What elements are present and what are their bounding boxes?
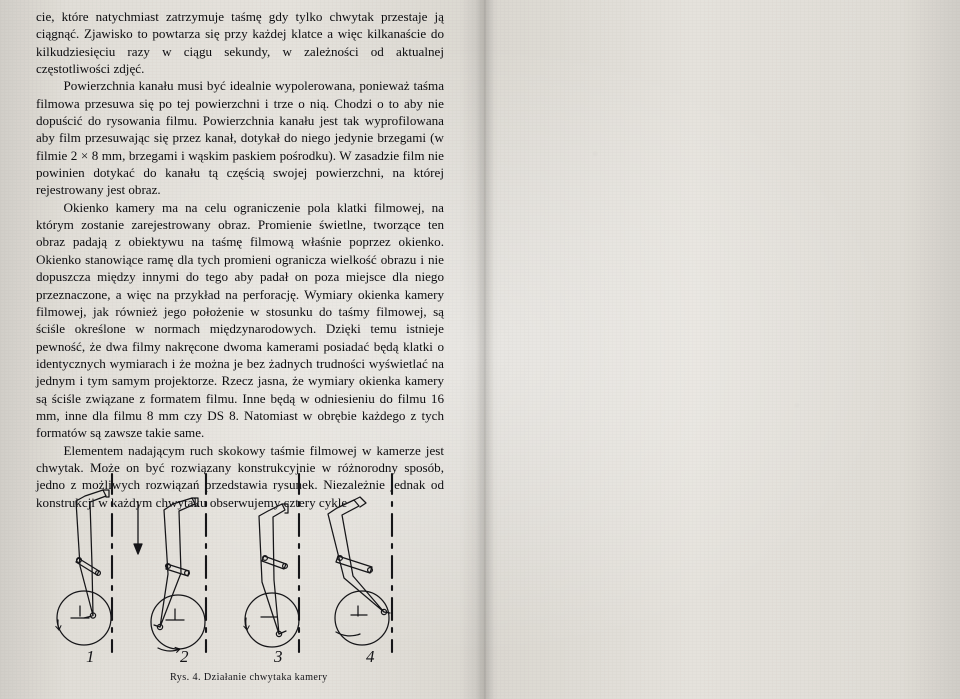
figure-4-panel-4 bbox=[328, 497, 390, 645]
left-page-text-column bbox=[36, 8, 444, 511]
paragraph: cie, które natychmiast zatrzymuje taśmę gdy tylko chwytak przestaje ją ciągnąć. Zjawisko to powtarza się przy każdej klatce a więc kilkanaście do kilkudziesięciu razy w ciągu sekundy, w zależności od aktualnej częstotliwości zdjęć. bbox=[36, 9, 444, 77]
figure-4-panel-3 bbox=[244, 504, 299, 647]
panel-label-1: 1 bbox=[86, 647, 95, 665]
panel-label-2: 2 bbox=[180, 647, 189, 665]
direction-arrow bbox=[134, 502, 142, 554]
panel-label-4: 4 bbox=[366, 647, 375, 665]
paragraph: Powierzchnia kanału musi być idealnie wypolerowana, ponieważ taśma filmowa przesuwa się po tej powierzchni i trze o nią. Chodzi o to aby nie dopuścić do rysowania filmu. Powierzchnia kanału jest tak wyprofilowana aby film przesuwając się przez kanał, dotykał do niego jedynie brzegami (w filmie 2 × 8 mm, brzegami i wąskim paskiem pośrodku). W zasadzie film nie powinien dotykać do kanału tą częścią swojej powierzchni, na której rejestrowany jest obraz. bbox=[36, 78, 444, 198]
figure-4-drawing bbox=[40, 470, 440, 665]
figure-4-claw-mechanism bbox=[40, 470, 440, 665]
paragraph: Elementem nadającym ruch skokowy taśmie filmowej w kamerze jest chwytak. Może on być rozwiązany konstrukcyjnie w różnorodny sposób, jedno z możliwych rozwiązań przedstawia rysunek. Niezależnie jednak od konstrukcji w każdym chwytaku obserwujemy cztery cykle bbox=[36, 442, 444, 510]
paragraph: Okienko kamery ma na celu ograniczenie pola klatki filmowej, na którym zostanie zarejestrowany obraz. Promienie świetlne, tworzące ten obraz padają z obiektywu na taśmę filmową właśnie poprzez okienko. Okienko stanowiące ramę dla tych promieni ogranicza wielkość obrazu i nie dopuszcza między innymi do tego aby padał on poza miejsce dla niego przeznaczone, a więc na przykład na perforację. Wymiary okienka kamery filmowej, jak również jego położenie w stosunku do taśmy filmowej, są ściśle określone w normach międzynarodowych. Dzięki temu istnieje pewność, że dwa filmy nakręcone dwoma kamerami posiadać będą klatki o identycznych wymiarach i że można je bez żadnych trudności wyświetlać na jednym i tym samym projektorze. Rzecz jasna, że wymiary okienka kamery są ściśle związane z formatem filmu. Inne będą w odniesieniu do filmu 16 mm, inne dla filmu 8 mm czy DS 8. Natomiast w obrębie każdego z tych formatów są zawsze takie same. bbox=[36, 199, 444, 441]
figure-4-caption: Rys. 4. Działanie chwytaka kamery bbox=[170, 672, 328, 683]
figure-4-panel-2 bbox=[151, 498, 205, 652]
panel-label-3: 3 bbox=[274, 647, 283, 665]
figure-4-panel-1 bbox=[56, 490, 111, 645]
right-page bbox=[480, 0, 960, 699]
